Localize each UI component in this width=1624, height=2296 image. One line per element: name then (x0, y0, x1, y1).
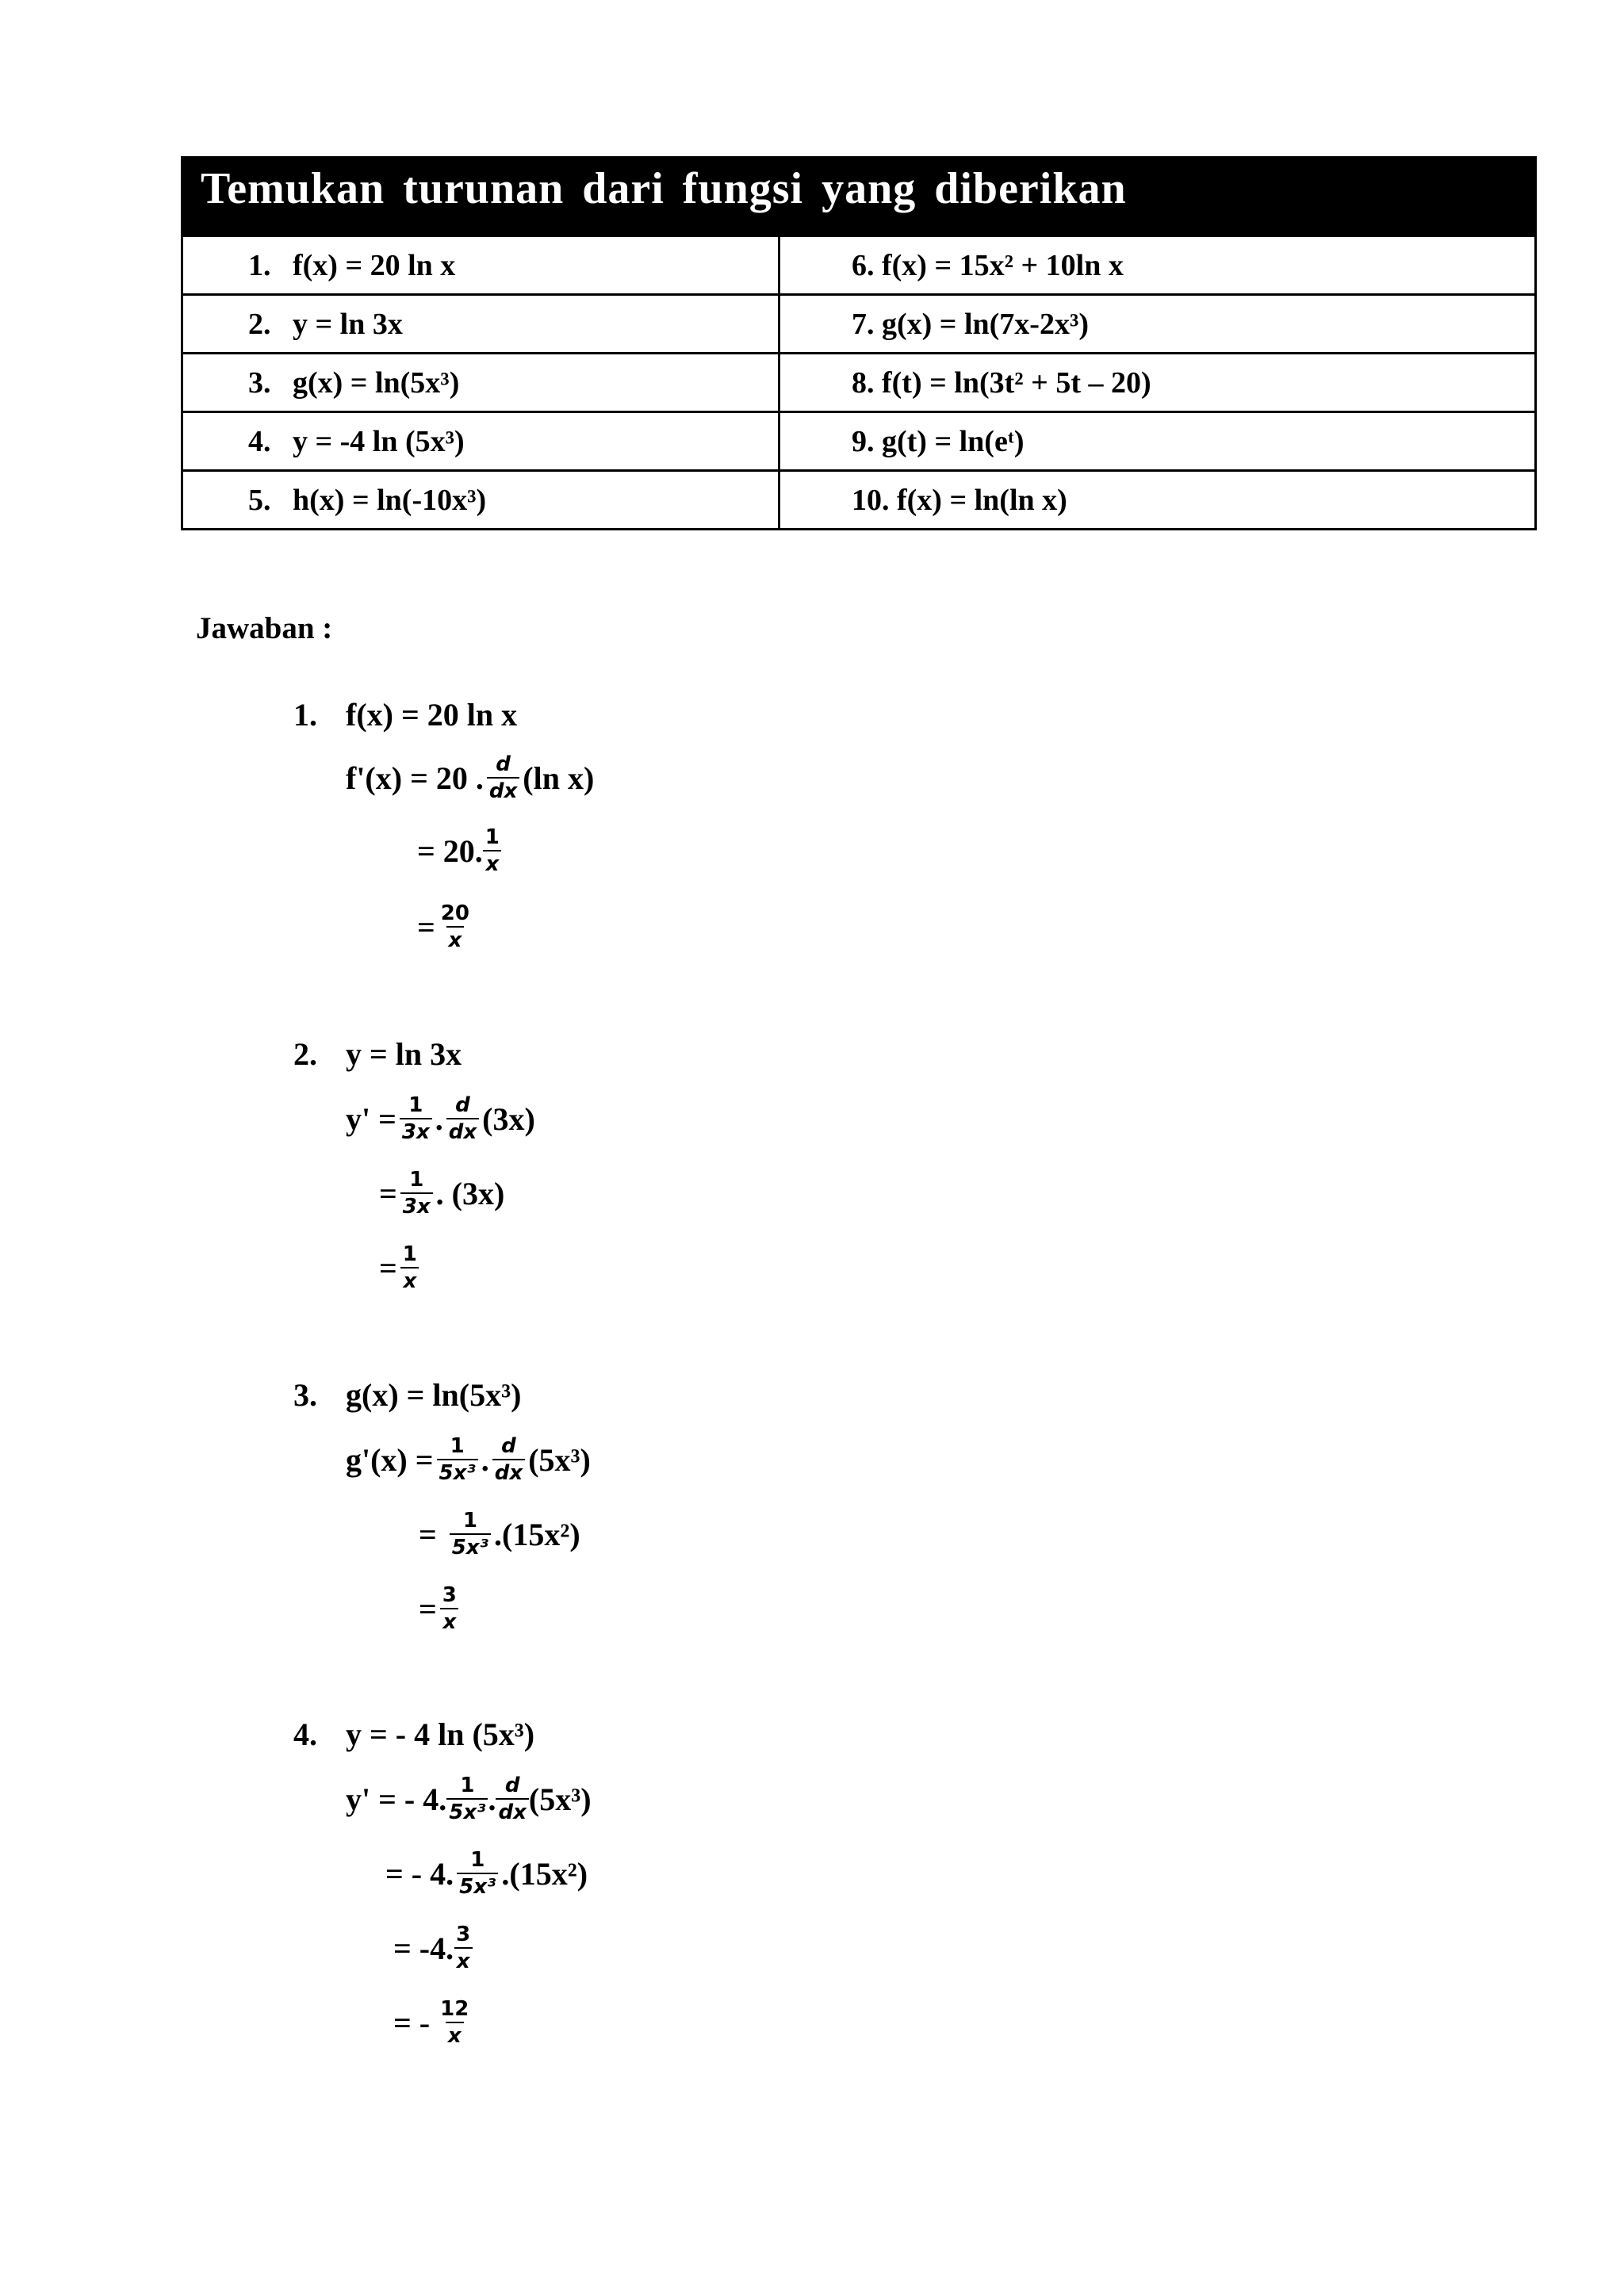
problem-number: 1. (248, 248, 271, 282)
answer-number: 2. (293, 1036, 317, 1072)
numerator: 1 (460, 1774, 475, 1797)
problem-text: y = -4 ln (5x³) (293, 424, 465, 458)
problem-text: 7. g(x) = ln(7x-2x³) (852, 307, 1090, 341)
step-text: (5x³) (528, 1441, 591, 1478)
table-row (182, 471, 1536, 530)
problem-text: 8. f(t) = ln(3t² + 5t – 20) (852, 365, 1151, 400)
fraction (400, 1242, 419, 1294)
problem-text: 6. f(x) = 15x² + 10ln x (852, 248, 1124, 282)
fraction (483, 825, 502, 877)
numerator: d (496, 752, 511, 776)
table-row (182, 295, 1536, 354)
step-text: y' = - 4. (346, 1781, 447, 1817)
step-text: .(15x²) (501, 1855, 588, 1892)
denominator: x (446, 926, 465, 953)
denominator: x (400, 1267, 419, 1294)
numerator: 1 (470, 1848, 485, 1872)
numerator: 1 (485, 825, 500, 849)
problem-text: h(x) = ln(-10x³) (293, 483, 487, 517)
denominator: x (446, 2022, 464, 2049)
step-text: (5x³) (528, 1781, 592, 1817)
answer-1-step-1 (346, 752, 594, 804)
answer-1-step-2 (417, 825, 505, 877)
table-row (182, 236, 1536, 295)
answer-3-problem (293, 1376, 521, 1414)
fraction (496, 1773, 528, 1825)
problem-text: y = ln 3x (293, 307, 403, 341)
denominator: 5x³ (446, 1798, 488, 1825)
answer-2-problem (293, 1035, 462, 1073)
answer-4-step-1 (346, 1773, 592, 1825)
denominator: dx (492, 1459, 525, 1486)
step-text: f'(x) = 20 . (346, 760, 484, 796)
step-text: = (379, 1175, 397, 1211)
numerator: 1 (450, 1434, 465, 1458)
step-text: (ln x) (523, 760, 595, 796)
problem-text: 10. f(x) = ln(ln x) (852, 483, 1067, 517)
numerator: 3 (456, 1923, 471, 1946)
problem-text: g(x) = ln(5x³) (293, 365, 460, 400)
table-header: Temukan turunan dari fungsi yang diberikan (182, 158, 1536, 236)
step-text: . (435, 1100, 443, 1137)
answer-1-step-3 (417, 901, 475, 953)
fraction (487, 752, 519, 804)
denominator: x (454, 1947, 473, 1974)
answer-number: 1. (293, 697, 317, 733)
denominator: dx (496, 1798, 528, 1825)
step-text: = 20. (417, 832, 483, 869)
denominator: x (483, 850, 501, 877)
fraction (446, 1093, 479, 1145)
numerator: 1 (462, 1509, 477, 1533)
fraction (492, 1433, 525, 1486)
step-text: .(15x²) (494, 1516, 580, 1552)
denominator: 5x³ (450, 1533, 491, 1560)
numerator: 1 (402, 1242, 417, 1266)
fraction (440, 1582, 459, 1635)
step-text: = (419, 1516, 437, 1552)
numerator: 20 (440, 901, 469, 925)
step-text: g'(x) = (346, 1441, 434, 1478)
numerator: 1 (409, 1168, 424, 1192)
step-text: = (419, 1590, 437, 1627)
step-text: = (379, 1249, 397, 1286)
fraction (457, 1847, 498, 1900)
answer-number: 4. (293, 1716, 317, 1752)
problem-number: 4. (248, 424, 271, 458)
denominator: x (440, 1608, 458, 1635)
fraction (400, 1167, 433, 1219)
answer-1-problem (293, 696, 517, 733)
answer-2-step-2 (379, 1167, 504, 1219)
step-text: = (417, 909, 435, 945)
problem-number: 5. (248, 483, 271, 517)
problem-table (181, 156, 1537, 530)
answer-4-step-2 (385, 1847, 588, 1900)
denominator: 3x (400, 1192, 433, 1219)
problem-number: 3. (248, 365, 271, 400)
step-text: . (481, 1441, 489, 1478)
fraction (450, 1508, 491, 1560)
denominator: 5x³ (437, 1459, 478, 1486)
denominator: dx (446, 1118, 479, 1145)
answer-number: 3. (293, 1377, 317, 1413)
answers-label: Jawaban : (196, 611, 333, 645)
fraction (438, 1996, 471, 2049)
answer-4-problem (293, 1716, 534, 1753)
numerator: d (455, 1093, 470, 1117)
fraction (454, 1922, 473, 1974)
problem-number: 2. (248, 307, 271, 341)
step-text: = - (393, 2004, 431, 2041)
numerator: 12 (440, 1997, 469, 2021)
answer-problem-text: y = ln 3x (346, 1036, 462, 1072)
answer-2-step-1 (346, 1093, 535, 1145)
fraction (400, 1093, 432, 1145)
problem-text: 9. g(t) = ln(eᵗ) (852, 424, 1025, 458)
fraction (439, 901, 472, 953)
step-text: = -4. (393, 1930, 454, 1966)
answer-problem-text: f(x) = 20 ln x (346, 697, 518, 733)
fraction (446, 1773, 488, 1825)
numerator: 3 (442, 1583, 457, 1607)
denominator: dx (487, 777, 519, 804)
answer-2-step-3 (379, 1242, 423, 1294)
numerator: d (501, 1434, 516, 1458)
answer-3-step-3 (419, 1582, 462, 1635)
table-row (182, 412, 1536, 471)
answer-3-step-1 (346, 1433, 591, 1486)
fraction (437, 1433, 478, 1486)
answer-3-step-2 (419, 1508, 580, 1560)
table-row (182, 354, 1536, 412)
step-text: . (3x) (435, 1175, 505, 1211)
step-text: y' = (346, 1100, 396, 1137)
answer-problem-text: y = - 4 ln (5x³) (346, 1716, 535, 1752)
step-text: . (488, 1781, 496, 1817)
problem-text: f(x) = 20 ln x (293, 248, 456, 282)
denominator: 3x (400, 1118, 432, 1145)
answer-problem-text: g(x) = ln(5x³) (346, 1377, 522, 1413)
answer-4-step-3 (393, 1922, 476, 1974)
step-text: (3x) (482, 1100, 535, 1137)
step-text: = - 4. (385, 1855, 454, 1892)
answer-4-step-4 (393, 1996, 474, 2049)
numerator: d (504, 1774, 520, 1797)
denominator: 5x³ (457, 1873, 498, 1900)
numerator: 1 (408, 1093, 423, 1117)
